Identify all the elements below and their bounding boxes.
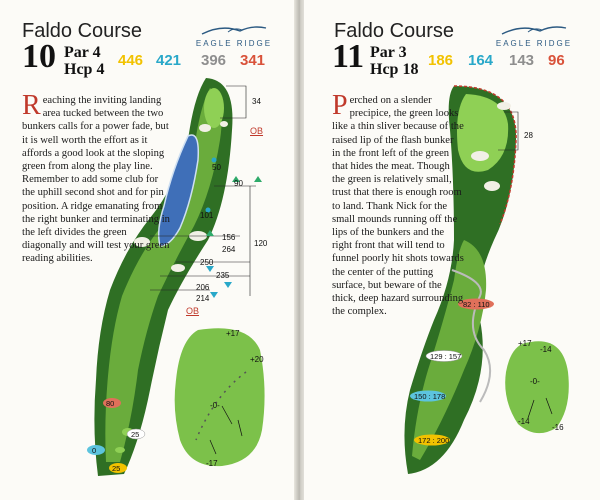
green-elev-4: -14 bbox=[518, 417, 530, 426]
par-label: Par 4 bbox=[64, 44, 101, 61]
yardage-red: 341 bbox=[240, 52, 266, 69]
dist-90: 90 bbox=[234, 179, 243, 188]
bunker bbox=[199, 124, 211, 132]
marker-down-icon bbox=[224, 282, 232, 288]
pill-150: 150 : 178 bbox=[414, 392, 446, 401]
dist-214: 214 bbox=[196, 294, 210, 303]
handicap-label: Hcp 18 bbox=[370, 61, 419, 78]
yardage-red: 96 bbox=[548, 52, 565, 69]
hole-number: 10 bbox=[22, 38, 56, 75]
drop-cap: P bbox=[332, 90, 348, 121]
pill-129: 129 : 157 bbox=[430, 352, 462, 361]
course-name: Faldo Course bbox=[22, 20, 143, 42]
right-page-hole-11 bbox=[304, 0, 600, 500]
tee-box bbox=[115, 447, 125, 453]
green-elev-5: -16 bbox=[552, 423, 564, 432]
marker-down-icon bbox=[210, 292, 218, 298]
par-label: Par 3 bbox=[370, 44, 407, 61]
green-elev-3: -0- bbox=[210, 401, 220, 410]
dist-34: 34 bbox=[252, 97, 261, 106]
dist-206: 206 bbox=[196, 283, 210, 292]
pill-25b: 25 bbox=[112, 464, 121, 473]
bunker bbox=[484, 181, 500, 191]
out-of-bounds-label: OB bbox=[250, 126, 264, 136]
yardage-white: 143 bbox=[509, 52, 535, 69]
yardage-blue: 421 bbox=[156, 52, 182, 69]
pill-25: 25 bbox=[131, 430, 140, 439]
hole-description bbox=[22, 90, 172, 266]
bunker bbox=[497, 102, 511, 110]
left-page-hole-10 bbox=[0, 0, 296, 500]
handicap-label: Hcp 4 bbox=[64, 61, 105, 78]
dist-28: 28 bbox=[524, 131, 533, 140]
yardage-white: 396 bbox=[201, 52, 227, 69]
drop-cap: R bbox=[22, 90, 41, 121]
dist-156: 156 bbox=[222, 233, 236, 242]
dist-264: 264 bbox=[222, 245, 236, 254]
logo-text: EAGLE RIDGE bbox=[195, 39, 273, 48]
yardage-gold: 446 bbox=[118, 52, 144, 69]
hole-description bbox=[332, 90, 464, 318]
yardage-blue: 164 bbox=[468, 52, 494, 69]
bunker bbox=[171, 264, 185, 272]
bunker bbox=[471, 151, 489, 161]
pill-172: 172 : 200 bbox=[418, 436, 450, 445]
dist-235: 235 bbox=[216, 271, 230, 280]
green-elev-3: -0- bbox=[530, 377, 540, 386]
pill-82: 82 : 110 bbox=[463, 300, 490, 309]
out-of-bounds-label: OB bbox=[186, 306, 200, 316]
green-10 bbox=[204, 88, 224, 128]
description-text: erched on a slender precipice, the green looks like a thin sliver because of the raised lip of the flash bunker in the front left of the green that hides the meat. Though the green is relatively small, trust that there is enough room to land. Thank Nick for the small mounds running off the lips of the bunkers and the right front that will tend to funnel poorly hit shots towards the center of the putting surface, but beware of the thick, deep hazard surrounding the complex. bbox=[332, 95, 464, 318]
dist-250: 250 bbox=[200, 258, 214, 267]
green-elev-1: +17 bbox=[518, 339, 532, 348]
pill-80: 80 bbox=[106, 399, 115, 408]
dist-120: 120 bbox=[254, 239, 268, 248]
green-elev-2: -14 bbox=[540, 345, 552, 354]
marker-up-icon bbox=[254, 176, 262, 182]
green-elev-2: +20 bbox=[250, 355, 264, 364]
hole-number: 11 bbox=[332, 38, 365, 75]
green-11-detail bbox=[505, 341, 569, 433]
logo-text: EAGLE RIDGE bbox=[495, 39, 573, 48]
description-text: eaching the inviting landing area tucked between the two bunkers calls for a power fade, but it is well worth the effort as it affords a good look at the sloping green from along the play line. Remember to add some club for the uphill second shot and for pin position. A ridge emanating from the right bunker and terminating in the left divides the green diagonally and will test your green reading abilities. bbox=[22, 95, 170, 265]
dist-101: 101 bbox=[200, 211, 214, 220]
pill-0: 0 bbox=[92, 446, 97, 455]
course-name: Faldo Course bbox=[334, 20, 455, 42]
sprinkler-marker bbox=[212, 158, 217, 163]
green-elev-1: +17 bbox=[226, 329, 240, 338]
dist-50: 50 bbox=[212, 163, 221, 172]
green-elev-4: -17 bbox=[206, 459, 218, 468]
bunker bbox=[220, 121, 228, 127]
yardage-gold: 186 bbox=[428, 52, 454, 69]
